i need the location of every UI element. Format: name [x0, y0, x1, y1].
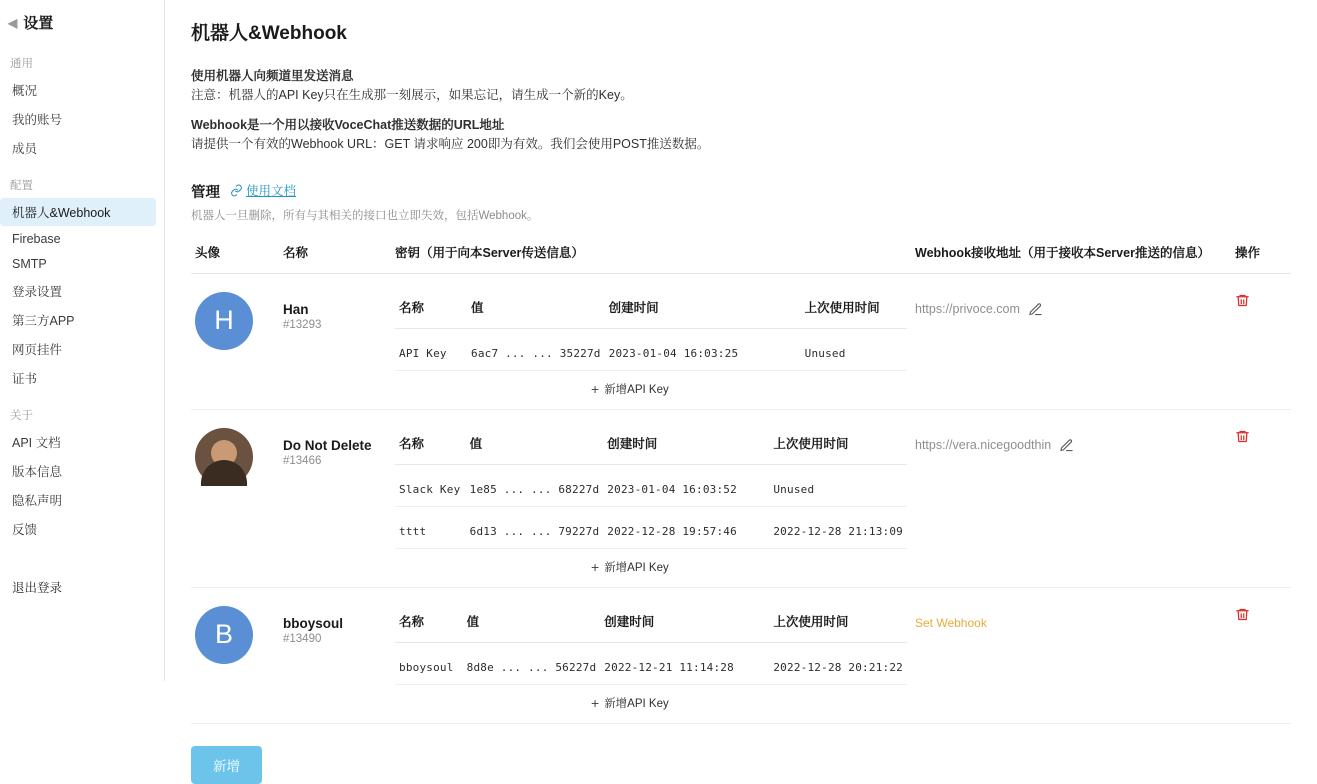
add-bot-button[interactable]: 新增 [191, 746, 262, 784]
trash-icon[interactable] [1235, 432, 1250, 449]
key-lastused: Unused [769, 464, 907, 506]
manage-subtitle: 机器人一旦删除，所有与其相关的接口也立即失效，包括Webhook。 [191, 209, 539, 222]
keys-th-created: 创建时间 [600, 606, 769, 643]
intro-line-1: 使用机器人向频道里发送消息 [191, 69, 354, 83]
intro-line-2: 注意：机器人的API Key只在生成那一刻展示，如果忘记，请生成一个新的Key。 [191, 88, 633, 103]
bot-id: #13466 [283, 454, 322, 467]
th-keys: 密钥（用于向本Server传送信息） [391, 237, 911, 274]
manage-header [191, 181, 1291, 202]
doc-link-label: 使用文档 [246, 184, 297, 198]
avatar-cell [191, 273, 279, 409]
sidebar-item-2-3[interactable]: 反馈 [12, 523, 38, 537]
intro-line-3: Webhook是一个用以接收VoceChat推送数据的URL地址 [191, 117, 505, 132]
key-name: API Key [395, 328, 467, 370]
keys-cell [391, 409, 911, 587]
add-api-key-label: 新增API Key [604, 383, 669, 396]
ops-cell [1231, 409, 1291, 587]
sidebar-item-1-0[interactable]: 机器人&Webhook [0, 198, 156, 226]
bots-table-body [191, 273, 1291, 723]
key-lastused: 2022-12-28 20:21:22 [769, 642, 907, 684]
ops-cell [1231, 587, 1291, 723]
keys-cell [391, 587, 911, 723]
webhook-display [915, 428, 1227, 453]
name-cell [279, 409, 391, 587]
plus-icon: + [591, 558, 600, 575]
sidebar-item-1-6[interactable]: 证书 [12, 372, 38, 386]
bots-table-head [191, 237, 1291, 274]
bot-name: Han [283, 301, 309, 317]
key-name: tttt [395, 506, 466, 548]
keys-th-created: 创建时间 [603, 428, 769, 465]
key-row [395, 328, 907, 370]
key-created: 2023-01-04 16:03:52 [603, 464, 769, 506]
sidebar-item-2-0[interactable]: API 文档 [12, 436, 61, 450]
keys-header-row [395, 428, 907, 465]
sidebar-item-2-1[interactable]: 版本信息 [12, 465, 63, 479]
chevron-left-icon: ◀ [8, 15, 18, 30]
webhook-cell [911, 587, 1231, 723]
add-api-key-button[interactable] [591, 695, 669, 711]
sidebar [0, 0, 165, 681]
table-row [191, 587, 1291, 723]
sidebar-item-1-3[interactable]: 登录设置 [12, 285, 63, 299]
sidebar-logout[interactable]: 退出登录 [12, 581, 63, 595]
key-created: 2022-12-28 19:57:46 [603, 506, 769, 548]
keys-th-value: 值 [467, 292, 605, 329]
webhook-display [915, 292, 1227, 317]
th-avatar: 头像 [191, 237, 279, 274]
bot-id: #13293 [283, 318, 322, 331]
intro-line-4: 请提供一个有效的Webhook URL：GET 请求响应 200即为有效。我们会使用POST推送数据。 [191, 137, 710, 152]
key-created: 2023-01-04 16:03:25 [605, 328, 801, 370]
keys-th-name: 名称 [395, 428, 466, 465]
ops-cell [1231, 273, 1291, 409]
sidebar-item-0-2[interactable]: 成员 [12, 142, 38, 156]
sidebar-back-label: 设置 [23, 15, 54, 32]
keys-th-lastused: 上次使用时间 [769, 606, 907, 643]
keys-table [395, 606, 907, 685]
th-name: 名称 [279, 237, 391, 274]
trash-icon[interactable] [1235, 296, 1250, 313]
key-value: 1e85 ... ... 68227d [466, 464, 604, 506]
key-value: 8d8e ... ... 56227d [463, 642, 601, 684]
key-lastused: 2022-12-28 21:13:09 [769, 506, 907, 548]
name-cell [279, 273, 391, 409]
set-webhook-button[interactable]: Set Webhook [915, 615, 987, 630]
sidebar-item-1-5[interactable]: 网页挂件 [12, 343, 63, 357]
sidebar-item-1-4[interactable]: 第三方APP [12, 314, 75, 328]
keys-header-row [395, 606, 907, 643]
add-api-key-button[interactable] [591, 381, 669, 397]
avatar[interactable] [195, 428, 253, 486]
key-name: bboysoul [395, 642, 463, 684]
intro-block [191, 67, 1291, 155]
page-title: 机器人&Webhook [191, 23, 347, 44]
sidebar-group-title: 配置 [10, 180, 33, 192]
doc-link[interactable] [230, 181, 296, 199]
plus-icon: + [591, 380, 600, 397]
sidebar-group-title: 通用 [10, 58, 33, 70]
keys-th-lastused: 上次使用时间 [769, 428, 907, 465]
sidebar-group-title: 关于 [10, 410, 33, 422]
table-header-row [191, 237, 1291, 274]
keys-table [395, 292, 907, 371]
sidebar-back-settings[interactable] [0, 0, 164, 41]
manage-title: 管理 [191, 184, 220, 201]
pencil-icon[interactable] [1028, 302, 1043, 317]
name-cell [279, 587, 391, 723]
key-value: 6d13 ... ... 79227d [466, 506, 604, 548]
avatar-cell [191, 587, 279, 723]
key-name: Slack Key [395, 464, 466, 506]
sidebar-item-1-2[interactable]: SMTP [12, 257, 47, 271]
keys-th-name: 名称 [395, 292, 467, 329]
avatar-cell [191, 409, 279, 587]
sidebar-item-0-0[interactable]: 概况 [12, 84, 38, 98]
bot-name: Do Not Delete [283, 437, 372, 453]
add-api-key-button[interactable] [591, 559, 669, 575]
bot-name: bboysoul [283, 615, 343, 631]
bot-id: #13490 [283, 632, 322, 645]
key-row [395, 642, 907, 684]
sidebar-item-2-2[interactable]: 隐私声明 [12, 494, 63, 508]
webhook-cell [911, 409, 1231, 587]
th-webhook: Webhook接收地址（用于接收本Server推送的信息） [911, 237, 1231, 274]
key-row [395, 506, 907, 548]
keys-th-value: 值 [466, 428, 604, 465]
keys-th-lastused: 上次使用时间 [801, 292, 907, 329]
webhook-url: https://vera.nicegoodthin [915, 437, 1052, 452]
add-api-key-label: 新增API Key [604, 697, 669, 710]
pencil-icon[interactable] [1059, 438, 1074, 453]
add-api-key-label: 新增API Key [604, 561, 669, 574]
trash-icon[interactable] [1235, 610, 1250, 627]
key-row [395, 464, 907, 506]
keys-th-name: 名称 [395, 606, 463, 643]
keys-th-value: 值 [463, 606, 601, 643]
key-value: 6ac7 ... ... 35227d [467, 328, 605, 370]
avatar[interactable]: B [195, 606, 253, 664]
link-icon [230, 184, 243, 197]
key-created: 2022-12-21 11:14:28 [600, 642, 769, 684]
avatar[interactable]: H [195, 292, 253, 350]
sidebar-item-1-1[interactable]: Firebase [12, 232, 61, 246]
th-ops: 操作 [1231, 237, 1291, 274]
key-lastused: Unused [801, 328, 907, 370]
webhook-cell [911, 273, 1231, 409]
keys-table [395, 428, 907, 549]
bots-table [191, 237, 1291, 724]
table-row [191, 273, 1291, 409]
keys-cell [391, 273, 911, 409]
sidebar-groups [0, 41, 164, 543]
sidebar-item-0-1[interactable]: 我的账号 [12, 113, 63, 127]
plus-icon: + [591, 694, 600, 711]
webhook-url: https://privoce.com [915, 301, 1020, 316]
keys-header-row [395, 292, 907, 329]
keys-th-created: 创建时间 [605, 292, 801, 329]
table-row [191, 409, 1291, 587]
main-content [165, 0, 1317, 774]
